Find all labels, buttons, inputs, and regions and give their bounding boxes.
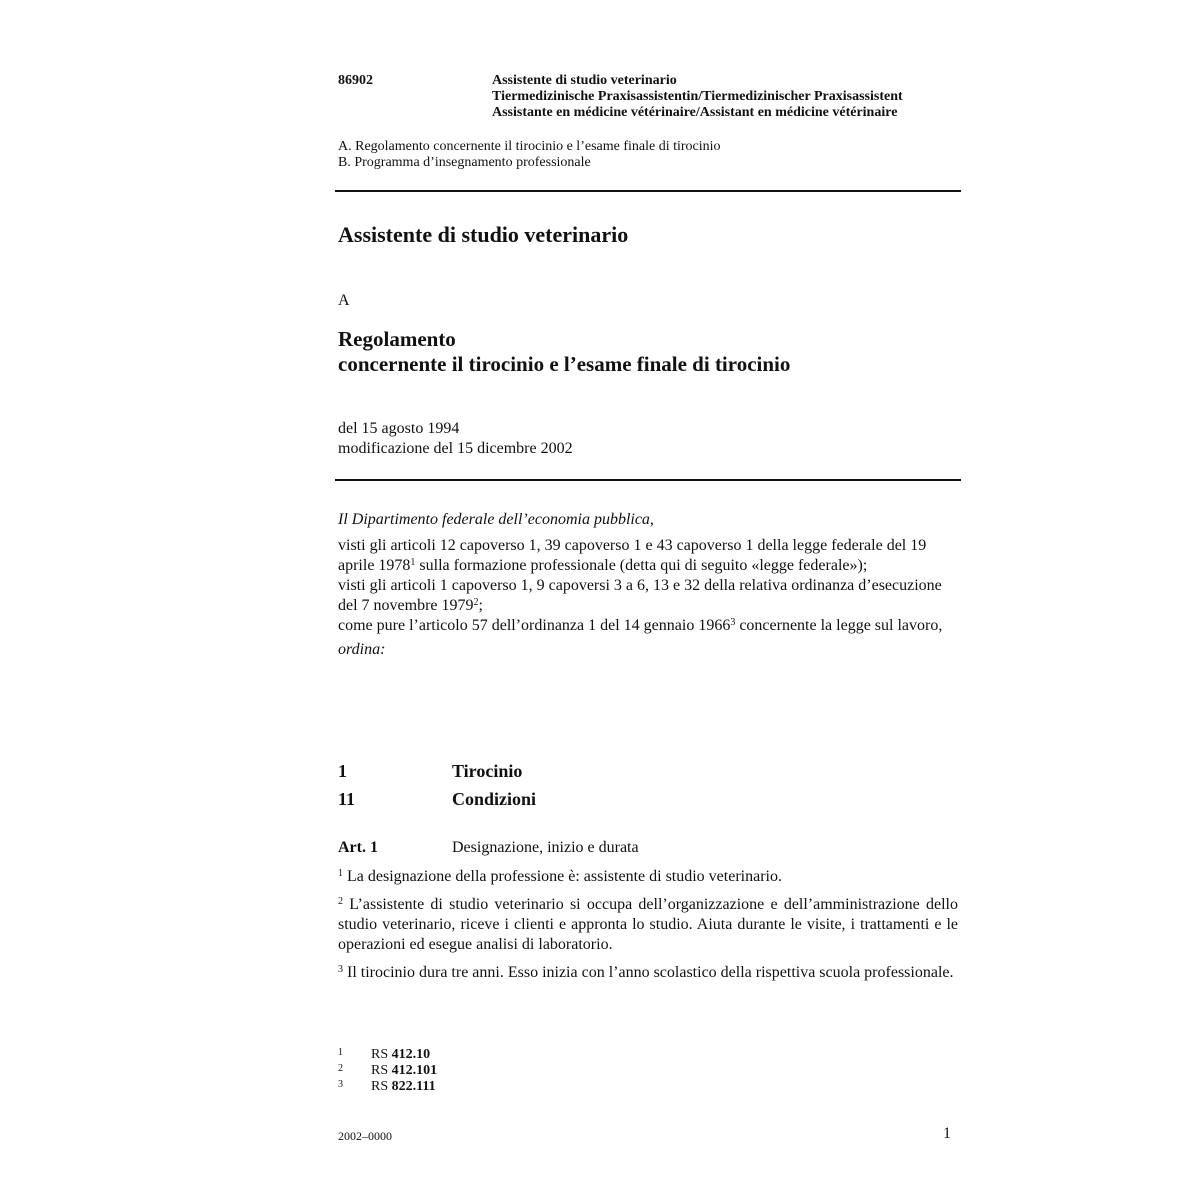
subsection-label: Condizioni <box>452 789 537 809</box>
footnote-ref-1: 1 <box>410 557 416 568</box>
subsection-number: 11 <box>338 789 356 809</box>
footnote-reference: 412.101 <box>391 1063 438 1078</box>
article-paragraph: $^1$ La designazione della professione è: assistente di studio veterinario. <box>338 868 782 885</box>
footnote-reference: 822.111 <box>391 1079 436 1094</box>
paragraph-mark: 2 <box>338 896 343 907</box>
toc-item-b: B. Programma d’insegnamento professionale <box>338 155 591 170</box>
header-title-it: Assistente di studio veterinario <box>492 73 677 88</box>
preamble-clause-1: visti gli articoli 12 capoverso 1, 39 capoverso 1 e 43 capoverso 1 della legge federale del 19 aprile 1978$^1$ sulla formazione professionale (detta qui di seguito «legge federale»); <box>338 537 927 574</box>
preamble-clause-3: come pure l’articolo 57 dell’ordinanza 1 del 14 gennaio 1966$^3$ concernente la legge sul lavoro, <box>338 617 943 634</box>
regulation-title-line1: Regolamento <box>338 327 456 351</box>
regulation-title-line2: concernente il tirocinio e l’esame finale di tirocinio <box>338 352 791 376</box>
article-paragraph: $^2$ L’assistente di studio veterinario si occupa dell’organizzazione e dell’amministrazione dello studio veterinario, riceve i clienti e appronta lo studio. Aiuta durante le visite, i trattamenti e le operazioni ed esegue analisi di laboratorio. <box>338 896 958 953</box>
section-number: 1 <box>338 761 347 781</box>
paragraph-mark: 1 <box>338 868 343 879</box>
header-title-fr: Assistante en médicine vétérinaire/Assistant en médicine vétérinaire <box>492 105 898 120</box>
document-id: 2002–0000 <box>338 1129 392 1143</box>
footnote-mark: 3 <box>338 1079 343 1090</box>
toc-item-a: A. Regolamento concernente il tirocinio e l’esame finale di tirocinio <box>338 139 721 154</box>
date-original: del 15 agosto 1994 <box>338 420 460 437</box>
divider-top <box>335 190 961 192</box>
dates <box>338 419 573 459</box>
date-amendment: modificazione del 15 dicembre 2002 <box>338 440 573 457</box>
preamble-clause-2: visti gli articoli 1 capoverso 1, 9 capoversi 3 a 6, 13 e 32 della relativa ordinanza d’esecuzione del 7 novembre 1979$^2$; <box>338 577 942 614</box>
article-body <box>338 867 958 991</box>
article-number: Art. 1 <box>338 839 378 856</box>
article-title: Designazione, inizio e durata <box>452 839 639 856</box>
header-title-de: Tiermedizinische Praxisassistentin/Tiermedizinischer Praxisassistent <box>492 89 903 104</box>
article-paragraph: $^3$ Il tirocinio dura tre anni. Esso inizia con l’anno scolastico della rispettiva scuola professionale. <box>338 964 954 981</box>
preamble-authority: Il Dipartimento federale dell’economia pubblica, <box>338 511 654 528</box>
document-code: 86902 <box>338 73 373 88</box>
paragraph-mark: 3 <box>338 964 343 975</box>
regulation-title <box>338 327 790 377</box>
part-letter: A <box>338 292 350 309</box>
footnote-ref-2: 2 <box>473 597 479 608</box>
section-label: Tirocinio <box>452 761 523 781</box>
footnote-reference: 412.10 <box>391 1047 431 1062</box>
table-of-contents <box>338 139 721 171</box>
page-number: 1 <box>943 1125 951 1142</box>
header-titles <box>492 73 903 121</box>
footnote-mark: 2 <box>338 1063 343 1074</box>
footnote-mark: 1 <box>338 1047 343 1058</box>
footnote-ref-3: 3 <box>730 617 736 628</box>
preamble <box>338 510 958 660</box>
page-title: Assistente di studio veterinario <box>338 222 629 247</box>
preamble-ordains: ordina: <box>338 641 386 658</box>
divider-middle <box>335 479 961 481</box>
